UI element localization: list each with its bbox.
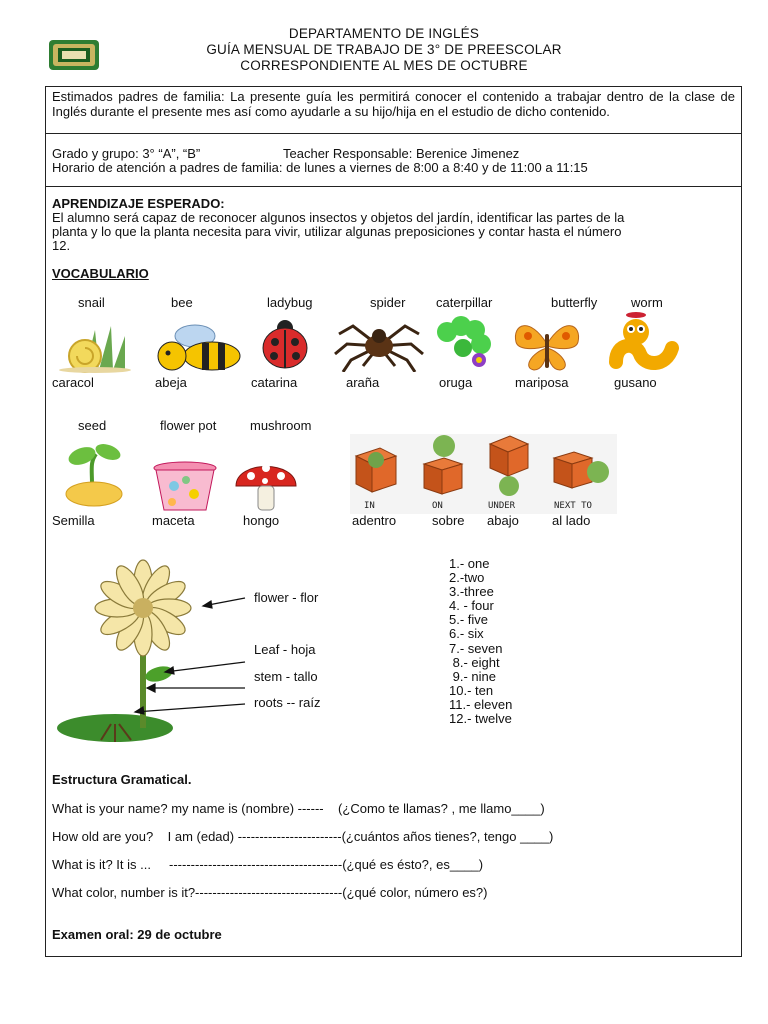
- word-en: flower pot: [160, 418, 217, 433]
- plant-part-label: Leaf - hoja: [254, 642, 316, 657]
- worm-icon: [606, 312, 681, 372]
- seed-icon: [56, 440, 131, 510]
- number-item: 6.- six: [449, 626, 484, 642]
- ladybug-icon: [255, 318, 315, 370]
- word-es: caracol: [52, 375, 94, 390]
- prep-label: ON: [432, 501, 443, 511]
- month-title: CORRESPONDIENTE AL MES DE OCTUBRE: [240, 58, 528, 73]
- word-es: sobre: [432, 513, 465, 528]
- number-item: 3.-three: [449, 584, 494, 600]
- prepositions-illustration: [350, 434, 617, 514]
- grammar-line: What color, number is it?----------------------------------(¿qué color, número es?): [52, 885, 488, 900]
- word-es: hongo: [243, 513, 280, 528]
- number-item: 11.- eleven: [449, 696, 513, 712]
- number-item: 12.- twelve: [449, 711, 512, 727]
- numbers-list: [449, 557, 512, 726]
- aprendizaje-title: APRENDIZAJE ESPERADO:: [52, 196, 225, 211]
- word-es: araña: [346, 375, 380, 390]
- intro-box: [45, 86, 742, 134]
- word-en: butterfly: [551, 295, 598, 310]
- exam-date: Examen oral: 29 de octubre: [52, 927, 222, 942]
- flower-pot-icon: [152, 460, 218, 512]
- grado-grupo: Grado y grupo: 3° “A”, “B”: [52, 146, 201, 161]
- prep-label: IN: [364, 501, 375, 511]
- caterpillar-icon: [433, 316, 495, 372]
- word-es: Semilla: [52, 513, 95, 528]
- number-item: 9.- nine: [449, 668, 496, 684]
- flower-diagram: [55, 558, 255, 744]
- grammar-line: How old are you? I am (edad) ------------------------(¿cuántos años tienes?, tengo ____): [52, 829, 554, 844]
- number-item: 7.- seven: [449, 640, 503, 656]
- number-item: 2.-two: [449, 570, 485, 586]
- grammar-line: What is your name? my name is (nombre) ------ (¿Como te llamas? , me llamo____): [52, 801, 545, 816]
- word-en: seed: [78, 418, 107, 433]
- dept-title: DEPARTAMENTO DE INGLÉS: [288, 26, 480, 41]
- spider-icon: [333, 320, 425, 372]
- word-en: mushroom: [250, 418, 312, 433]
- word-en: caterpillar: [436, 295, 493, 310]
- word-es: al lado: [552, 513, 591, 528]
- word-en: worm: [631, 295, 663, 310]
- horario: Horario de atención a padres de familia: de lunes a viernes de 8:00 a 8:40 y de 11:00 a 11:15: [52, 160, 588, 175]
- word-es: abajo: [487, 513, 519, 528]
- vocab-title: VOCABULARIO: [52, 266, 149, 281]
- butterfly-icon: [510, 320, 585, 372]
- plant-part-label: flower - flor: [254, 590, 319, 605]
- word-es: oruga: [439, 375, 473, 390]
- teacher: Teacher Responsable: Berenice Jimenez: [283, 146, 520, 161]
- word-es: maceta: [152, 513, 195, 528]
- divider: [45, 186, 742, 187]
- number-item: 5.- five: [449, 612, 489, 628]
- snail-icon: [55, 322, 135, 374]
- aprendizaje-line: planta y lo que la planta necesita para vivir, utilizar algunas preposiciones y contar hasta el número: [52, 224, 622, 239]
- word-en: spider: [370, 295, 406, 310]
- word-en: snail: [78, 295, 105, 310]
- grammar-title: Estructura Gramatical.: [52, 772, 192, 787]
- guide-title: GUÍA MENSUAL DE TRABAJO DE 3° DE PREESCOLAR: [206, 42, 562, 57]
- word-es: catarina: [251, 375, 298, 390]
- word-es: gusano: [614, 375, 657, 390]
- plant-part-label: stem - tallo: [254, 669, 318, 684]
- word-es: abeja: [155, 375, 187, 390]
- bee-icon: [150, 322, 245, 374]
- number-item: 4. - four: [449, 598, 494, 614]
- intro-text: Estimados padres de familia: La presente guía les permitirá conocer el contenido a trabajar dentro de la clase de Inglés durante el presente mes así como ayudarle a su hijo/hija en el estudio de dicho contenido.: [52, 89, 735, 119]
- prep-label: UNDER: [488, 501, 516, 511]
- word-es: mariposa: [515, 375, 569, 390]
- mushroom-icon: [233, 456, 299, 512]
- prep-label: NEXT TO: [554, 501, 592, 511]
- aprendizaje-line: El alumno será capaz de reconocer algunos insectos y objetos del jardín, identificar las partes de la: [52, 210, 625, 225]
- number-item: 10.- ten: [449, 682, 494, 698]
- number-item: 1.- one: [449, 556, 490, 571]
- word-en: bee: [171, 295, 193, 310]
- aprendizaje-line: 12.: [52, 238, 71, 253]
- plant-part-label: roots -- raíz: [254, 695, 321, 710]
- word-es: adentro: [352, 513, 397, 528]
- grammar-line: What is it? It is ... ----------------------------------------(¿qué es ésto?, es____): [52, 857, 484, 872]
- number-item: 8.- eight: [449, 654, 500, 670]
- word-en: ladybug: [267, 295, 313, 310]
